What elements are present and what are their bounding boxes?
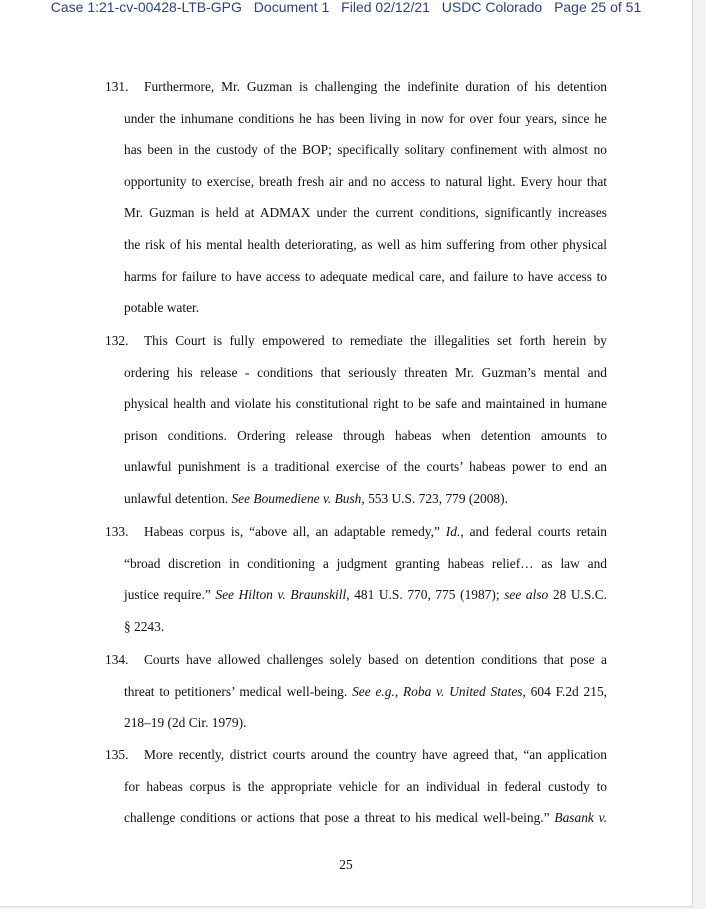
text-run: threat to petitioners’ medical well-being. <box>124 683 353 699</box>
case-citation: See Hilton v. Braunskill <box>215 587 347 603</box>
paragraph-number: 133. <box>105 524 129 539</box>
paragraph-line: potable water. <box>124 300 200 316</box>
text-run: challenge conditions or actions that pose a threat to his medical well-being.” <box>124 810 555 826</box>
paragraph-line: This Court is fully empowered to remediate the illegalities set forth herein by <box>144 333 607 348</box>
ecf-header-stamp <box>0 0 692 15</box>
paragraph-line: under the inhumane conditions he has been living in now for over four years, since he <box>124 110 607 126</box>
text-run: Habeas corpus is, “above all, an adaptable remedy,” <box>144 524 446 539</box>
paragraph-line: Courts have allowed challenges solely based on detention conditions that pose a <box>144 652 607 667</box>
court-name: USDC Colorado <box>441 0 543 15</box>
paragraph-line <box>124 516 607 548</box>
text-run: , and federal courts retain <box>460 524 607 539</box>
paragraph-line <box>124 579 607 611</box>
paragraph-line: unlawful punishment is a traditional exercise of the courts’ habeas power to end an <box>124 459 607 475</box>
paragraph-131 <box>105 71 607 324</box>
see-also-signal: see also <box>504 587 549 603</box>
case-citation: See e.g., Roba v. United States <box>352 683 523 699</box>
paragraph-number: 131. <box>105 79 129 94</box>
paragraph-line: prison conditions. Ordering release through habeas when detention amounts to <box>124 427 607 443</box>
paragraph-number: 132. <box>105 333 129 348</box>
paragraph-line: harms for failure to have access to adequate medical care, and failure to have access to <box>124 268 607 284</box>
case-number: Case 1:21-cv-00428-LTB-GPG <box>50 0 242 15</box>
paragraph-line: for habeas corpus is the appropriate vehicle for an individual in federal custody to <box>124 778 607 794</box>
case-citation: Basank v. <box>554 810 607 826</box>
paragraph-line: “broad discretion in conditioning a judgment granting habeas relief… as law and <box>124 555 607 571</box>
text-run: justice require.” <box>124 587 216 603</box>
paragraph-135 <box>105 739 607 834</box>
paragraph-133 <box>105 516 607 642</box>
document-number: Document 1 <box>253 0 330 15</box>
paragraph-number: 134. <box>105 652 129 667</box>
id-citation: Id. <box>445 524 461 539</box>
paragraph-line: Furthermore, Mr. Guzman is challenging the indefinite duration of his detention <box>144 79 607 94</box>
text-run: , 481 U.S. 770, 775 (1987); <box>346 587 505 603</box>
paragraph-line: opportunity to exercise, breath fresh air and no access to natural light. Every hour that <box>124 173 607 189</box>
paragraph-line: ordering his release - conditions that seriously threaten Mr. Guzman’s mental and <box>124 364 607 380</box>
paragraph-line: physical health and violate his constitutional right to be safe and maintained in humane <box>124 396 607 412</box>
paragraph-134 <box>105 644 607 739</box>
paragraph-line: the risk of his mental health deteriorating, as well as him suffering from other physical <box>124 236 607 252</box>
paragraph-line: Mr. Guzman is held at ADMAX under the current conditions, significantly increases <box>124 205 607 221</box>
paragraph-line: has been in the custody of the BOP; specifically solitary confinement with almost no <box>124 142 607 158</box>
filed-date: Filed 02/12/21 <box>341 0 430 15</box>
page-count: Page 25 of 51 <box>554 0 642 15</box>
text-run: , 553 U.S. 723, 779 (2008). <box>361 490 508 506</box>
paragraph-line <box>124 802 607 834</box>
paragraph-line <box>124 676 607 708</box>
paragraph-line: More recently, district courts around the country have agreed that, “an application <box>144 747 607 762</box>
paragraph-line <box>124 483 607 515</box>
paragraph-132 <box>105 325 607 515</box>
text-run: 28 U.S.C. <box>548 587 607 603</box>
paragraph-line: 218–19 (2d Cir. 1979). <box>124 715 247 731</box>
page-number: 25 <box>339 857 353 872</box>
paragraph-line: § 2243. <box>124 618 165 634</box>
paragraph-number: 135. <box>105 747 129 762</box>
case-citation: See Boumediene v. Bush <box>231 490 362 506</box>
text-run: , 604 F.2d 215, <box>522 683 607 699</box>
text-run: unlawful detention. <box>124 490 232 506</box>
